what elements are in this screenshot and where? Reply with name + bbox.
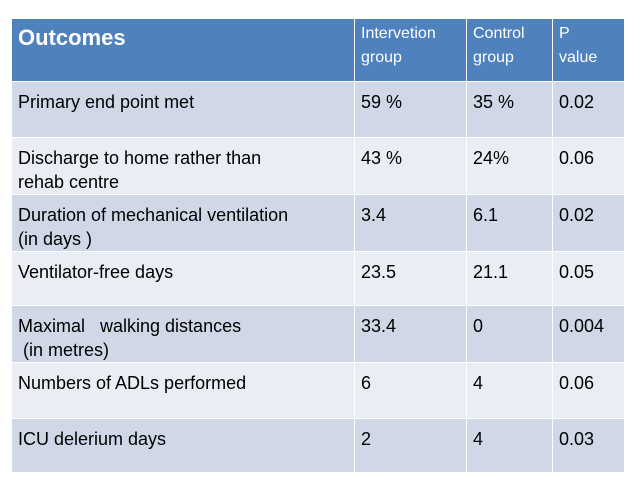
outcome-line1: Numbers of ADLs performed (18, 373, 247, 393)
cell-p-value: 0.004 (553, 306, 625, 363)
cell-p-value: 0.06 (553, 363, 625, 419)
cell-p-value: 0.05 (553, 252, 625, 306)
cell-control: 6.1 (467, 195, 553, 252)
header-p-line2: value (559, 49, 598, 66)
outcome-line1: Maximal walking distances (18, 316, 242, 336)
table-row (12, 252, 625, 306)
cell-control: 35 % (467, 82, 553, 138)
table-row (12, 138, 625, 195)
cell-p-value: 0.02 (553, 195, 625, 252)
outcome-line1: ICU delerium days (18, 429, 167, 449)
cell-outcome (12, 252, 355, 306)
cell-intervention: 6 (355, 363, 467, 419)
header-p-line1: P (559, 25, 570, 42)
outcome-line2: (in days ) (18, 229, 93, 249)
table-row (12, 195, 625, 252)
outcome-line1: Duration of mechanical ventilation (18, 205, 289, 225)
cell-outcome (12, 363, 355, 419)
header-control-line2: group (473, 49, 514, 66)
cell-control: 4 (467, 363, 553, 419)
header-control-line1: Control (473, 25, 525, 42)
cell-control: 24% (467, 138, 553, 195)
cell-intervention: 33.4 (355, 306, 467, 363)
header-intervention-line2: group (361, 49, 402, 66)
cell-intervention: 3.4 (355, 195, 467, 252)
header-control (467, 19, 553, 82)
cell-intervention: 2 (355, 419, 467, 473)
outcome-line2: rehab centre (18, 172, 120, 192)
table-row (12, 419, 625, 473)
outcome-line2: (in metres) (18, 340, 110, 360)
header-intervention (355, 19, 467, 82)
cell-p-value: 0.03 (553, 419, 625, 473)
table-row (12, 306, 625, 363)
cell-p-value: 0.02 (553, 82, 625, 138)
cell-outcome (12, 306, 355, 363)
table-row (12, 363, 625, 419)
header-row (12, 19, 625, 82)
cell-control: 0 (467, 306, 553, 363)
header-p-value (553, 19, 625, 82)
cell-control: 21.1 (467, 252, 553, 306)
table-row (12, 82, 625, 138)
outcome-line1: Discharge to home rather than (18, 148, 262, 168)
cell-outcome (12, 138, 355, 195)
cell-outcome (12, 419, 355, 473)
cell-intervention: 23.5 (355, 252, 467, 306)
cell-intervention: 43 % (355, 138, 467, 195)
cell-control: 4 (467, 419, 553, 473)
cell-p-value: 0.06 (553, 138, 625, 195)
header-intervention-line1: Intervetion (361, 25, 436, 42)
outcomes-table (11, 18, 625, 473)
cell-outcome (12, 195, 355, 252)
outcome-line1: Ventilator-free days (18, 262, 174, 282)
outcomes-table-container (11, 18, 625, 473)
header-outcomes-label: Outcomes (18, 25, 126, 50)
header-outcomes (12, 19, 355, 82)
cell-intervention: 59 % (355, 82, 467, 138)
outcome-line1: Primary end point met (18, 92, 195, 112)
cell-outcome (12, 82, 355, 138)
